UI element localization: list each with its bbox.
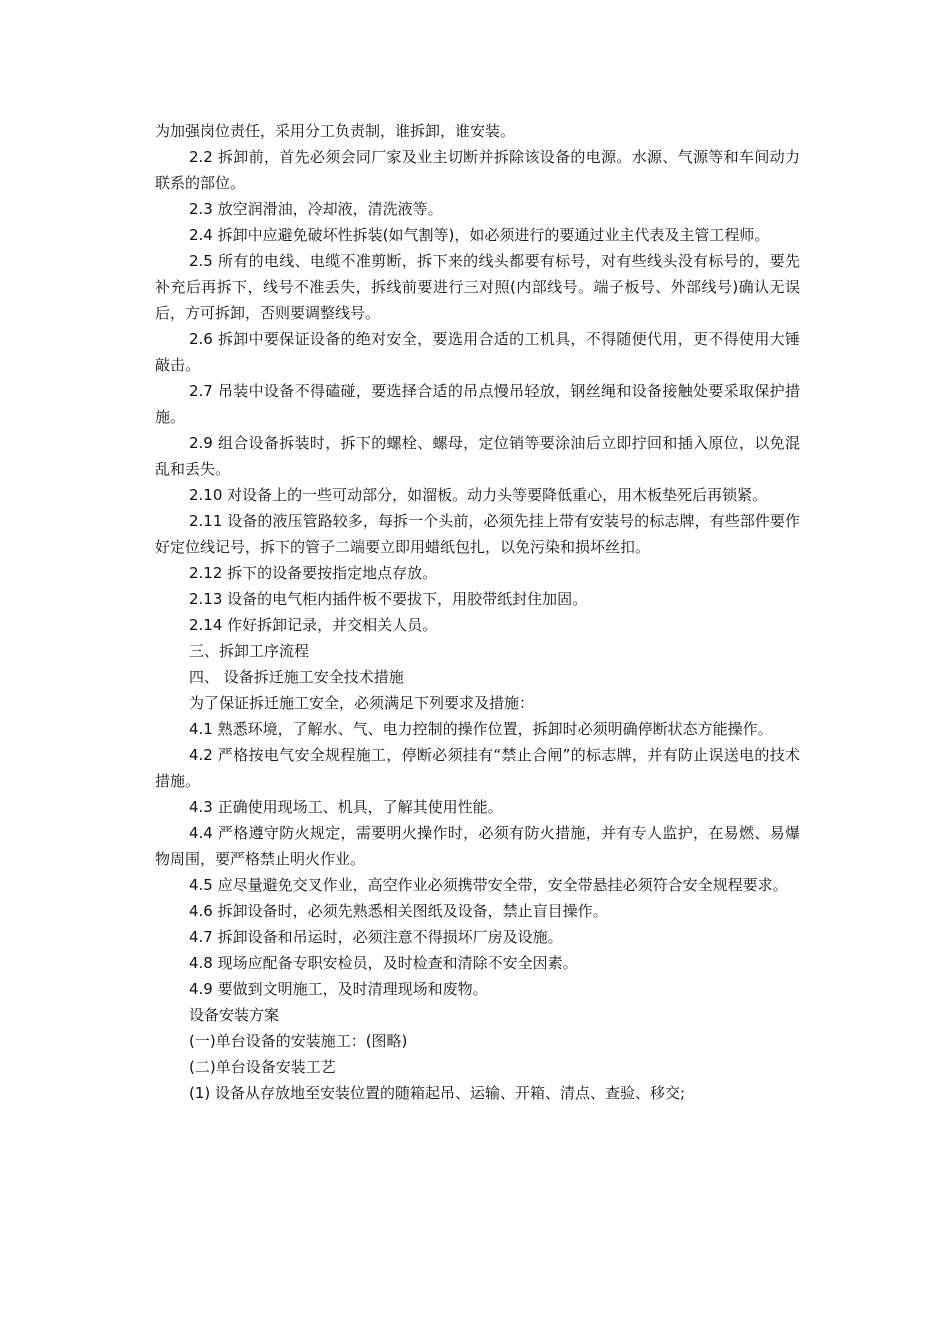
paragraph: 4.8 现场应配备专职安检员，及时检查和清除不安全因素。 [189, 954, 578, 972]
paragraph: 4.9 要做到文明施工，及时清理现场和废物。 [189, 980, 488, 998]
paragraph: 为加强岗位责任，采用分工负责制，谁拆卸，谁安装。 [155, 122, 516, 140]
paragraph: 4.5 应尽量避免交叉作业，高空作业必须携带安全带，安全带悬挂必须符合安全规程要求。 [189, 876, 788, 894]
paragraph: 2.2 拆卸前，首先必须会同厂家及业主切断并拆除该设备的电源。水源、气源等和车间动力联系的部位。 [155, 148, 800, 192]
paragraph: 4.2 严格按电气安全规程施工，停断必须挂有“禁止合闸”的标志牌，并有防止误送电的技术措施。 [155, 746, 800, 790]
paragraph: 2.4 拆卸中应避免破坏性拆装(如气割等)，如必须进行的要通过业主代表及主管工程师。 [189, 226, 770, 244]
paragraph: 2.3 放空润滑油，冷却液，清洗液等。 [189, 200, 443, 218]
paragraph: 4.3 正确使用现场工、机具，了解其使用性能。 [189, 798, 503, 816]
document-body [155, 118, 800, 1106]
subsection-heading: (二)单台设备安装工艺 [189, 1058, 336, 1076]
paragraph: 4.4 严格遵守防火规定，需要明火操作时，必须有防火措施，并有专人监护，在易燃、易爆物周围，要严格禁止明火作业。 [155, 824, 800, 868]
paragraph: 2.7 吊装中设备不得磕碰，要选择合适的吊点慢吊轻放，钢丝绳和设备接触处要采取保护措施。 [155, 382, 800, 426]
section-heading: 设备安装方案 [189, 1006, 280, 1024]
paragraph: 4.1 熟悉环境，了解水、气、电力控制的操作位置，拆卸时必须明确停断状态方能操作。 [189, 720, 773, 738]
section-heading: 三、拆卸工序流程 [189, 642, 310, 660]
paragraph: (1) 设备从存放地至安装位置的随箱起吊、运输、开箱、清点、查验、移交; [189, 1084, 686, 1102]
paragraph: 2.5 所有的电线、电缆不准剪断，拆下来的线头都要有标号，对有些线头没有标号的，要先补充后再拆下，线号不准丢失，拆线前要进行三对照(内部线号。端子板号、外部线号)确认无误后，方可拆卸，否则要调整线号。 [155, 252, 800, 322]
paragraph: 2.14 作好拆卸记录，并交相关人员。 [189, 616, 438, 634]
paragraph: 2.12 拆下的设备要按指定地点存放。 [189, 564, 438, 582]
paragraph: 4.7 拆卸设备和吊运时，必须注意不得损坏厂房及设施。 [189, 928, 563, 946]
section-heading: 四、 设备拆迁施工安全技术措施 [189, 668, 404, 686]
paragraph: 为了保证拆迁施工安全，必须满足下列要求及措施： [189, 694, 535, 712]
paragraph: 2.13 设备的电气柜内插件板不要拔下，用胶带纸封住加固。 [189, 590, 588, 608]
paragraph: 2.11 设备的液压管路较多，每拆一个头前，必须先挂上带有安装号的标志牌，有些部件要作好定位线记号，拆下的管子二端要立即用蜡纸包扎，以免污染和损坏丝扣。 [155, 512, 800, 556]
paragraph: 2.6 拆卸中要保证设备的绝对安全，要选用合适的工机具，不得随便代用，更不得使用大锤敲击。 [155, 330, 800, 374]
paragraph: 2.9 组合设备拆装时，拆下的螺栓、螺母，定位销等要涂油后立即拧回和插入原位，以免混乱和丢失。 [155, 434, 800, 478]
paragraph: 4.6 拆卸设备时，必须先熟悉相关图纸及设备，禁止盲目操作。 [189, 902, 608, 920]
paragraph: 2.10 对设备上的一些可动部分，如溜板。动力头等要降低重心，用木板垫死后再锁紧。 [189, 486, 768, 504]
subsection-heading: (一)单台设备的安装施工：(图略) [189, 1032, 408, 1050]
